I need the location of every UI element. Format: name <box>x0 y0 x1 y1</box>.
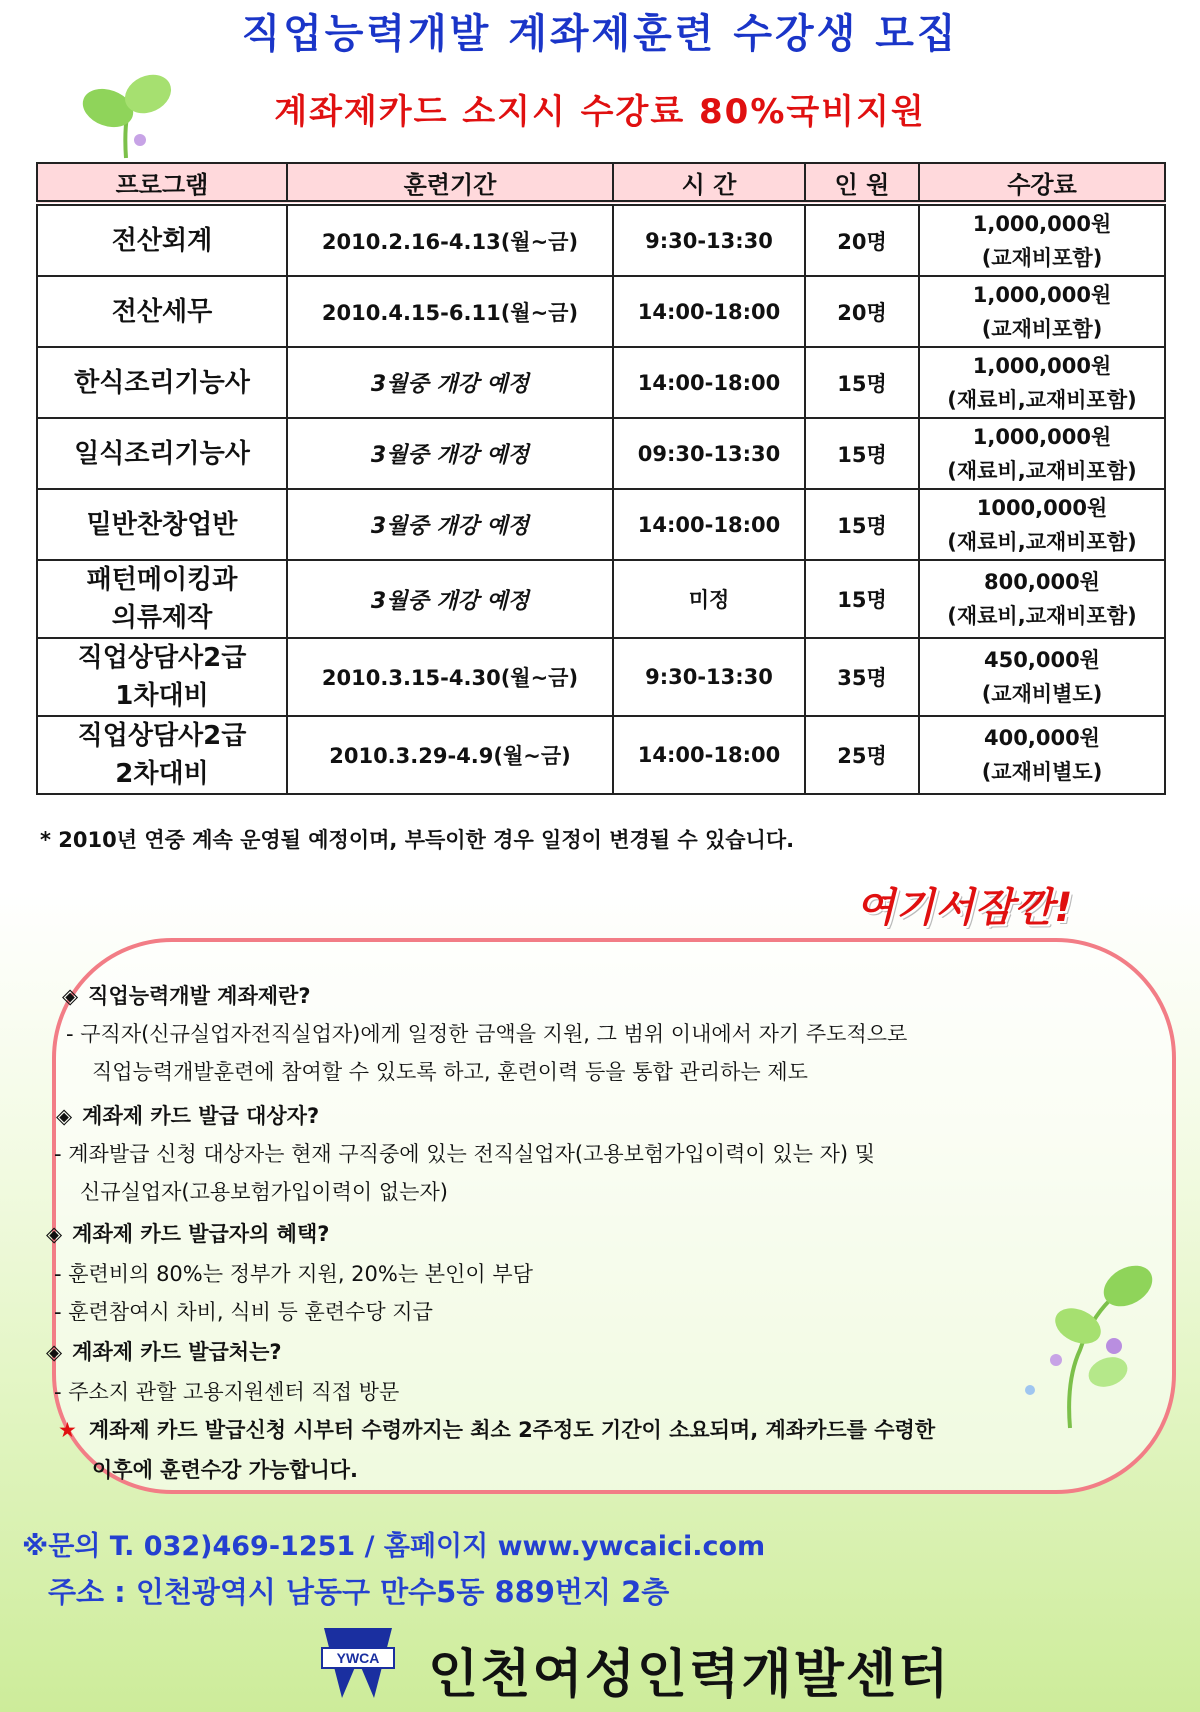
period-cell: 3월중 개강 예정 <box>287 418 613 489</box>
program-name-cell <box>37 716 287 794</box>
program-name: 일식조리기능사 <box>74 438 250 469</box>
fee-note: (재료비,교재비포함) <box>947 458 1137 483</box>
fee-cell <box>919 489 1165 560</box>
table-header-row <box>37 163 1165 203</box>
sprout-icon <box>78 70 178 160</box>
fee-cell <box>919 716 1165 794</box>
fee-amount: 1,000,000원 <box>972 353 1112 378</box>
schedule-note: * 2010년 연중 계속 운영될 예정이며, 부득이한 경우 일정이 변경될 수 있습니다. <box>40 828 795 852</box>
answer-line: 신규실업자(고용보험가입이력이 없는자) <box>80 1180 448 1204</box>
fee-amount: 800,000원 <box>984 570 1100 594</box>
count-cell: 20명 <box>805 203 919 276</box>
ywca-logo <box>318 1626 398 1700</box>
fee-cell <box>919 560 1165 638</box>
count-cell: 35명 <box>805 638 919 716</box>
table-row <box>37 203 1165 276</box>
count-cell: 25명 <box>805 716 919 794</box>
fee-cell <box>919 347 1165 418</box>
program-name: 전산세무 <box>111 296 213 327</box>
period-cell: 2010.2.16-4.13(월~금) <box>287 203 613 276</box>
fee-cell <box>919 276 1165 347</box>
period-cell: 2010.3.29-4.9(월~금) <box>287 716 613 794</box>
column-header-fee: 수강료 <box>919 163 1165 203</box>
table-row <box>37 560 1165 638</box>
program-name-line2: 의류제작 <box>111 603 213 633</box>
question-heading <box>46 1218 329 1248</box>
fee-note: (교재비별도) <box>981 682 1103 706</box>
program-name: 패턴메이킹과 <box>86 565 238 595</box>
column-header-period: 훈련기간 <box>287 163 613 203</box>
fee-note: (교재비별도) <box>981 760 1103 784</box>
question-heading <box>46 1336 282 1366</box>
answer-line: - 훈련비의 80%는 정부가 지원, 20%는 본인이 부담 <box>54 1262 533 1286</box>
column-header-program: 프로그램 <box>37 163 287 203</box>
info-tag: 여기서잠깐! <box>856 885 1074 931</box>
time-cell: 미정 <box>613 560 805 638</box>
organization-name: 인천여성인력개발센터 <box>428 1644 951 1705</box>
column-header-time: 시 간 <box>613 163 805 203</box>
fee-amount: 450,000원 <box>984 648 1100 672</box>
question-heading <box>62 980 311 1010</box>
fee-note: (재료비,교재비포함) <box>947 387 1137 412</box>
time-cell: 14:00-18:00 <box>613 347 805 418</box>
table-row <box>37 489 1165 560</box>
sprout-icon <box>1010 1250 1160 1430</box>
question-text: 직업능력개발 계좌제란? <box>88 984 311 1008</box>
fee-amount: 1,000,000원 <box>972 211 1112 236</box>
question-text: 계좌제 카드 발급자의 혜택? <box>72 1222 330 1246</box>
diamond-icon: ◈ <box>46 1222 63 1246</box>
table-row <box>37 716 1165 794</box>
program-name: 한식조리기능사 <box>74 367 250 398</box>
program-name: 직업상담사2급 <box>77 721 247 751</box>
count-cell: 15명 <box>805 418 919 489</box>
fee-cell <box>919 203 1165 276</box>
table-row <box>37 418 1165 489</box>
answer-line: - 계좌발급 신청 대상자는 현재 구직중에 있는 전직실업자(고용보험가입이력이 있는 자) 및 <box>54 1142 876 1166</box>
time-cell: 9:30-13:30 <box>613 203 805 276</box>
answer-line: - 구직자(신규실업자전직실업자)에게 일정한 금액을 지원, 그 범위 이내에서 자기 주도적으로 <box>66 1022 908 1046</box>
time-cell: 9:30-13:30 <box>613 638 805 716</box>
question-heading <box>56 1100 319 1130</box>
notice-line <box>58 1414 935 1444</box>
column-header-count: 인 원 <box>805 163 919 203</box>
program-name-cell <box>37 203 287 276</box>
logo-text: YWCA <box>336 1650 380 1666</box>
period-cell: 2010.4.15-6.11(월~금) <box>287 276 613 347</box>
answer-line: - 주소지 관할 고용지원센터 직접 방문 <box>54 1380 400 1404</box>
period-cell: 3월중 개강 예정 <box>287 347 613 418</box>
fee-amount: 400,000원 <box>984 726 1100 750</box>
question-text: 계좌제 카드 발급처는? <box>72 1340 282 1364</box>
program-name-cell <box>37 489 287 560</box>
diamond-icon: ◈ <box>56 1104 73 1128</box>
program-name-cell <box>37 560 287 638</box>
notice-text: 계좌제 카드 발급신청 시부터 수령까지는 최소 2주정도 기간이 소요되며, 계좌카드를 수령한 <box>88 1418 936 1442</box>
time-cell: 14:00-18:00 <box>613 276 805 347</box>
program-name-cell <box>37 638 287 716</box>
poster-subtitle: 계좌제카드 소지시 수강료 80%국비지원 <box>274 92 926 132</box>
fee-amount: 1000,000원 <box>976 495 1108 520</box>
fee-note: (재료비,교재비포함) <box>947 529 1137 554</box>
contact-info: ※문의 T. 032)469-1251 / 홈페이지 www.ywcaici.com <box>22 1531 766 1562</box>
diamond-icon: ◈ <box>46 1340 63 1364</box>
period-cell: 3월중 개강 예정 <box>287 489 613 560</box>
table-row <box>37 276 1165 347</box>
table-row <box>37 638 1165 716</box>
diamond-icon: ◈ <box>62 984 79 1008</box>
program-name-cell <box>37 347 287 418</box>
fee-cell <box>919 638 1165 716</box>
answer-line: 직업능력개발훈련에 참여할 수 있도록 하고, 훈련이력 등을 통합 관리하는 제도 <box>92 1060 808 1084</box>
program-name: 밑반찬창업반 <box>86 509 238 540</box>
time-cell: 14:00-18:00 <box>613 489 805 560</box>
program-name-line2: 1차대비 <box>115 681 209 711</box>
question-text: 계좌제 카드 발급 대상자? <box>82 1104 320 1128</box>
program-name-cell <box>37 276 287 347</box>
fee-note: (재료비,교재비포함) <box>947 604 1137 628</box>
fee-note: (교재비포함) <box>981 245 1103 270</box>
star-icon: ★ <box>58 1418 77 1442</box>
period-cell: 3월중 개강 예정 <box>287 560 613 638</box>
fee-note: (교재비포함) <box>981 316 1103 341</box>
count-cell: 15명 <box>805 560 919 638</box>
count-cell: 15명 <box>805 489 919 560</box>
count-cell: 20명 <box>805 276 919 347</box>
table-row <box>37 347 1165 418</box>
program-name-line2: 2차대비 <box>115 759 209 789</box>
poster-title: 직업능력개발 계좌제훈련 수강생 모집 <box>241 11 959 57</box>
program-name: 직업상담사2급 <box>77 643 247 673</box>
time-cell: 14:00-18:00 <box>613 716 805 794</box>
program-name-cell <box>37 418 287 489</box>
address-info: 주소 : 인천광역시 남동구 만수5동 889번지 2층 <box>48 1575 670 1609</box>
notice-line-2: 이후에 훈련수강 가능합니다. <box>92 1458 359 1482</box>
time-cell: 09:30-13:30 <box>613 418 805 489</box>
count-cell: 15명 <box>805 347 919 418</box>
fee-amount: 1,000,000원 <box>972 282 1112 307</box>
fee-amount: 1,000,000원 <box>972 424 1112 449</box>
program-name: 전산회계 <box>111 225 213 256</box>
fee-cell <box>919 418 1165 489</box>
answer-line: - 훈련참여시 차비, 식비 등 훈련수당 지급 <box>54 1300 433 1324</box>
program-table <box>36 162 1166 795</box>
period-cell: 2010.3.15-4.30(월~금) <box>287 638 613 716</box>
